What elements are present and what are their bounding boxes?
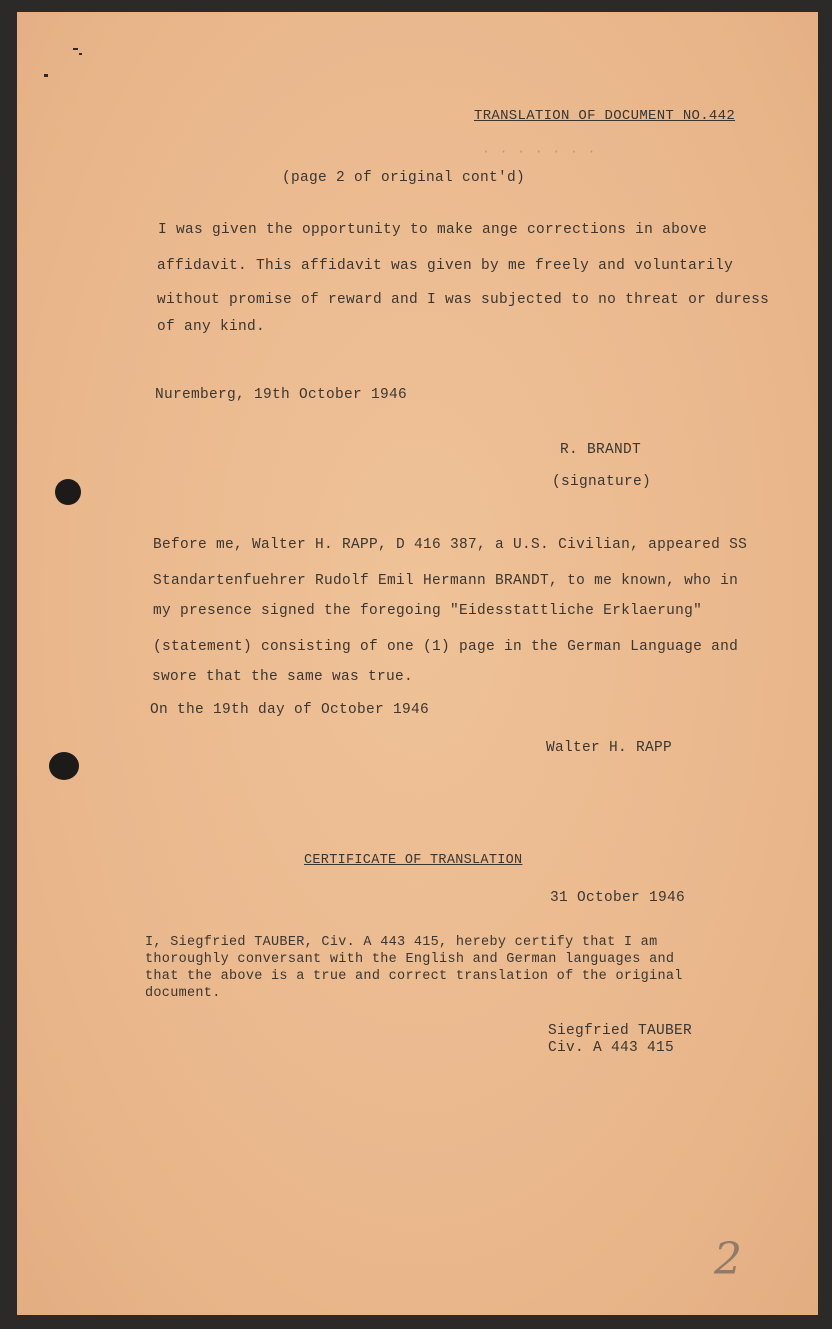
- oath-line: Before me, Walter H. RAPP, D 416 387, a U.S. Civilian, appeared SS: [153, 537, 748, 553]
- ink-speck: [79, 53, 82, 55]
- certificate-line: document.: [145, 986, 221, 1001]
- oath-date: On the 19th day of October 1946: [150, 702, 430, 718]
- signature-note: (signature): [552, 474, 652, 490]
- affidavit-line: without promise of reward and I was subjected to no threat or duress: [157, 292, 770, 308]
- translator-id: Civ. A 443 415: [548, 1040, 675, 1056]
- ink-speck: [44, 74, 48, 77]
- certificate-heading: CERTIFICATE OF TRANSLATION: [304, 853, 523, 868]
- punch-hole: [49, 752, 79, 780]
- ink-speck: [73, 48, 78, 50]
- oath-line: my presence signed the foregoing "Eidesstattliche Erklaerung": [153, 603, 703, 619]
- certificate-line: that the above is a true and correct translation of the original: [145, 969, 683, 984]
- certificate-line: thoroughly conversant with the English and German languages and: [145, 952, 675, 967]
- officer-name: Walter H. RAPP: [546, 740, 673, 756]
- signer-name: R. BRANDT: [560, 442, 642, 458]
- document-title: TRANSLATION OF DOCUMENT NO.442: [474, 108, 736, 124]
- translator-name: Siegfried TAUBER: [548, 1023, 693, 1039]
- certificate-line: I, Siegfried TAUBER, Civ. A 443 415, hereby certify that I am: [145, 935, 658, 950]
- oath-line: swore that the same was true.: [152, 669, 414, 685]
- faded-subtitle: · · · · · · ·: [482, 144, 597, 159]
- oath-line: Standartenfuehrer Rudolf Emil Hermann BRANDT, to me known, who in: [153, 573, 739, 589]
- handwritten-page-number: 2: [714, 1234, 742, 1285]
- place-date: Nuremberg, 19th October 1946: [155, 387, 408, 403]
- punch-hole: [55, 479, 81, 505]
- oath-line: (statement) consisting of one (1) page in the German Language and: [153, 639, 739, 655]
- document-page: [17, 12, 818, 1315]
- affidavit-line: I was given the opportunity to make ange corrections in above: [158, 222, 708, 238]
- affidavit-line: affidavit. This affidavit was given by me freely and voluntarily: [157, 258, 734, 274]
- certificate-date: 31 October 1946: [550, 890, 686, 906]
- page-note: (page 2 of original cont'd): [282, 170, 526, 186]
- affidavit-line: of any kind.: [157, 319, 266, 335]
